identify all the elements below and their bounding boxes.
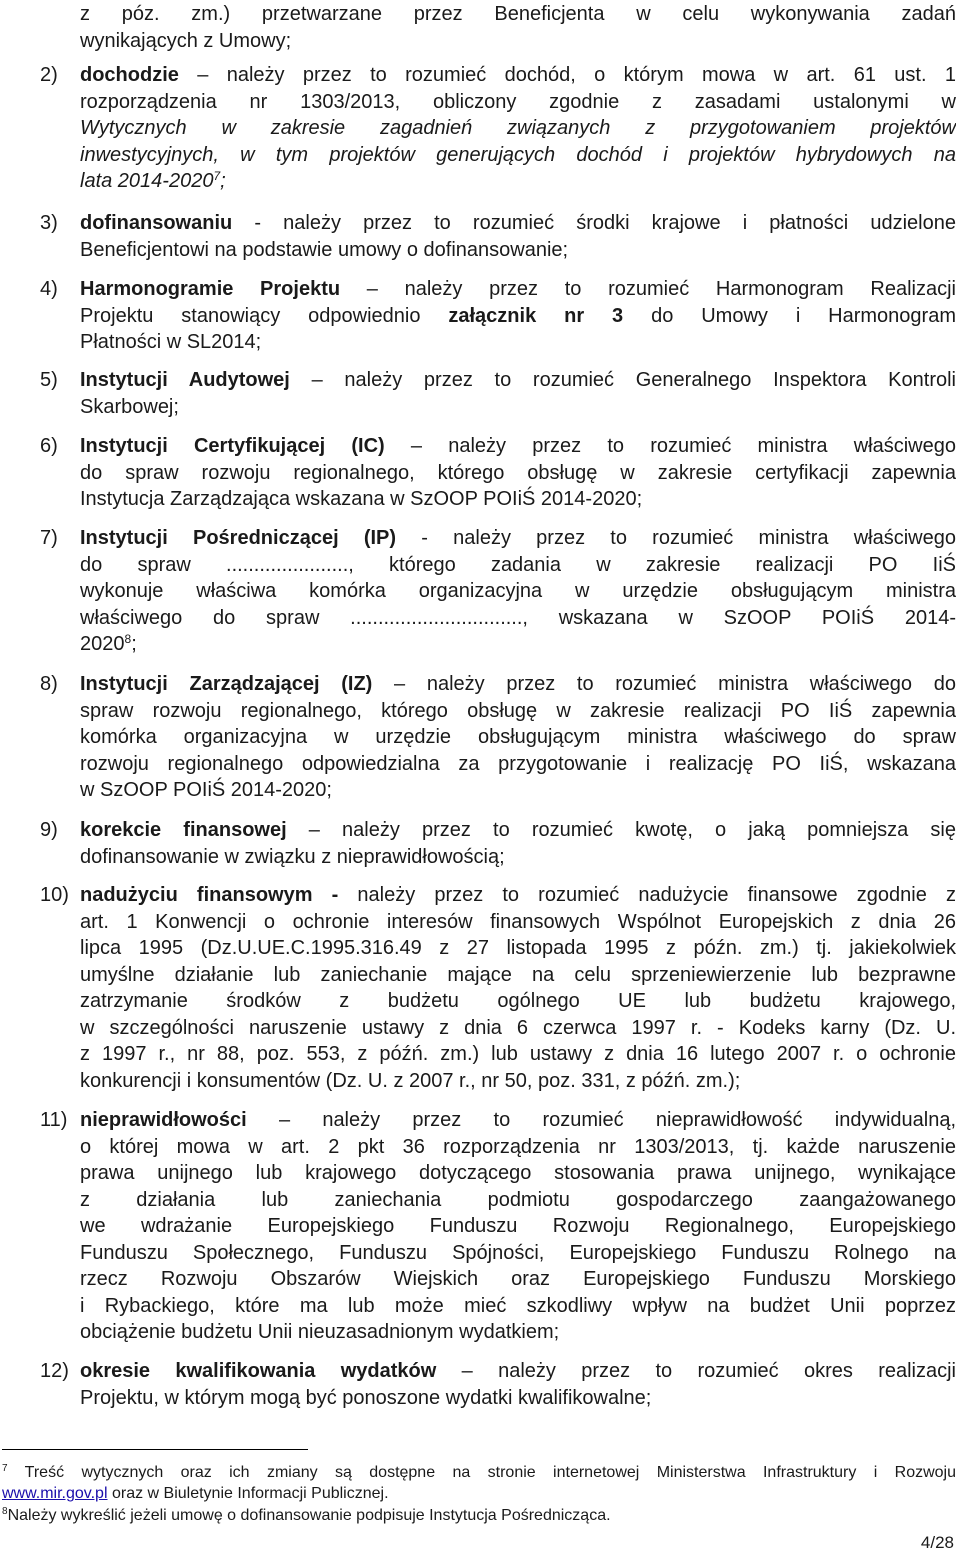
intro-line-1: z póz. zm.) przetwarzane przez Beneficjenta w celu wykonywania zadań xyxy=(80,3,956,25)
item-number: 4) xyxy=(40,278,58,300)
item-term: załącznik nr 3 xyxy=(448,304,624,327)
definition-item-8 xyxy=(40,671,956,804)
item-text: – należy przez to rozumieć Generalnego Inspektora Kontroli xyxy=(289,369,956,391)
item-text: do Umowy i Harmonogram xyxy=(623,304,956,327)
footnote-text: Treść wytycznych oraz ich zmiany są dostępne na stronie internetowej Ministerstwa Infrastruktury i Rozwoju xyxy=(24,1464,956,1481)
footnote-8 xyxy=(2,1505,956,1526)
footnote-ref: 8 xyxy=(124,632,132,646)
item-term: nadużyciu finansowym - xyxy=(80,884,339,906)
definition-item-9 xyxy=(40,817,956,870)
footnote-mark: 7 xyxy=(2,1463,8,1474)
item-text: Projektu, w którym mogą być ponoszone wydatki kwalifikowalne; xyxy=(80,1386,652,1409)
item-text: Płatności w SL2014; xyxy=(80,331,262,353)
item-text: do spraw rozwoju regionalnego, którego obsługę w zakresie certyfikacji zapewnia xyxy=(80,461,956,484)
item-text: ; xyxy=(220,170,226,192)
definition-item-7 xyxy=(40,525,956,658)
item-text: – należy przez to rozumieć dochód, o którym mowa w art. 61 ust. 1 xyxy=(178,64,956,86)
item-number: 10) xyxy=(40,884,69,906)
item-text: rozporządzenia nr 1303/2013, obliczony zgodnie z zasadami ustalonymi w xyxy=(80,90,956,113)
item-term: nieprawidłowości xyxy=(80,1109,247,1131)
item-number: 7) xyxy=(40,527,58,549)
item-text: we wdrażanie Europejskiego Funduszu Rozwoju Regionalnego, Europejskiego xyxy=(80,1215,956,1237)
item-text: – należy przez to rozumieć Harmonogram Realizacji xyxy=(340,278,956,300)
definition-item-2 xyxy=(40,62,956,195)
item-text: inwestycyjnych, w tym projektów generujących dochód i projektów hybrydowych na xyxy=(80,143,956,166)
footnote-ref: 7 xyxy=(213,169,221,183)
item-text: Skarbowej; xyxy=(80,395,179,418)
item-term: korekcie finansowej xyxy=(80,819,287,841)
item-text: Wytycznych w zakresie zagadnień związanych z przygotowaniem projektów xyxy=(80,117,956,139)
item-text: w szczególności naruszenie ustawy z dnia 6 czerwca 1997 r. - Kodeks karny (Dz. U. xyxy=(80,1016,956,1039)
item-number: 12) xyxy=(40,1360,69,1382)
item-number: 2) xyxy=(40,64,58,86)
definition-item-10 xyxy=(40,882,956,1094)
footnote-text: Należy wykreślić jeżeli umowę o dofinansowanie podpisuje Instytucja Pośrednicząca. xyxy=(7,1507,611,1524)
item-text: o której mowa w art. 2 pkt 36 rozporządzenia nr 1303/2013, tj. każde naruszenie xyxy=(80,1135,956,1158)
item-text: dofinansowanie w związku z nieprawidłowością; xyxy=(80,845,505,868)
footnote-text: oraz w Biuletynie Informacji Publicznej. xyxy=(107,1485,389,1502)
item-text: spraw rozwoju regionalnego, którego obsługę w zakresie realizacji PO IiŚ zapewnia xyxy=(80,699,956,722)
definition-item-11 xyxy=(40,1107,956,1346)
item-text: – należy przez to rozumieć okres realizacji xyxy=(436,1360,956,1382)
item-text: – należy przez to rozumieć nieprawidłowość indywidualną, xyxy=(246,1109,956,1131)
item-text: rozwoju regionalnego odpowiedzialna za przygotowanie i realizację PO IiŚ, wskazana xyxy=(80,752,956,775)
item-text: lipca 1995 (Dz.U.UE.C.1995.316.49 z 27 listopada 1995 z późn. zm.) tj. jakiekolwiek xyxy=(80,937,956,959)
footnote-7 xyxy=(2,1462,956,1504)
ministry-website-link[interactable]: www.mir.gov.pl xyxy=(2,1485,108,1502)
item-text: Projektu stanowiący odpowiednio xyxy=(80,304,449,327)
definition-item-6 xyxy=(40,433,956,513)
item-text: w SzOOP POIiŚ 2014-2020; xyxy=(80,779,332,801)
definition-item-3 xyxy=(40,210,956,263)
item-text: konkurencji i konsumentów (Dz. U. z 2007 r., nr 50, poz. 331, z późń. zm.); xyxy=(80,1069,741,1092)
item-number: 11) xyxy=(40,1109,68,1131)
item-text: ; xyxy=(131,633,137,655)
item-term: Instytucji Audytowej xyxy=(80,369,290,391)
item-text: - należy przez to rozumieć ministra właściwego xyxy=(396,527,956,549)
item-text: do spraw ......................, którego zadania w zakresie realizacji PO IiŚ xyxy=(80,553,956,576)
item-text: – należy przez to rozumieć kwotę, o jaką pomniejsza się xyxy=(286,819,956,841)
item-term: okresie kwalifikowania wydatków xyxy=(80,1360,437,1382)
item-term: dochodzie xyxy=(80,64,179,86)
item-text: Funduszu Społecznego, Funduszu Spójności, Europejskiego Funduszu Rolnego na xyxy=(80,1241,956,1264)
item-text: lata 2014-2020 xyxy=(80,170,214,192)
item-text: umyślne działanie lub zaniechanie mające na celu sprzeniewierzenie lub bezprawne xyxy=(80,963,956,986)
item-text: z 1997 r., nr 88, poz. 553, z późń. zm.) lub ustawy z dnia 16 lutego 2007 r. o ochronie xyxy=(80,1043,956,1065)
item-text: Instytucja Zarządzająca wskazana w SzOOP POIiŚ 2014-2020; xyxy=(80,488,643,510)
item-text: należy przez to rozumieć nadużycie finansowe zgodnie z xyxy=(338,884,956,906)
definition-item-5 xyxy=(40,367,956,420)
item-text: właściwego do spraw ..............................., wskazana w SzOOP POIiŚ 2014- xyxy=(80,606,956,629)
item-term: Instytucji Zarządzającej (IZ) xyxy=(80,673,373,695)
item-term: Instytucji Certyfikującej (IC) xyxy=(80,435,385,457)
item-text: – należy przez to rozumieć ministra właściwego do xyxy=(372,673,956,695)
item-number: 6) xyxy=(40,435,58,457)
item-text: Beneficjentowi na podstawie umowy o dofinansowanie; xyxy=(80,238,569,261)
item-text: obciążenie budżetu Unii nieuzasadnionym wydatkiem; xyxy=(80,1321,560,1343)
item-number: 8) xyxy=(40,673,58,695)
intro-line-2: wynikających z Umowy; xyxy=(80,29,292,52)
item-number: 3) xyxy=(40,212,58,234)
definition-item-12 xyxy=(40,1358,956,1411)
item-number: 9) xyxy=(40,819,58,841)
item-text: - należy przez to rozumieć środki krajowe i płatności udzielone xyxy=(232,212,956,234)
item-text: komórka organizacyjna w urzędzie obsługującym ministra właściwego do spraw xyxy=(80,726,956,748)
item-number: 5) xyxy=(40,369,58,391)
item-text: – należy przez to rozumieć ministra właściwego xyxy=(384,435,956,457)
page-number: 4/28 xyxy=(920,1533,954,1552)
item-text: art. 1 Konwencji o ochronie interesów finansowych Wspólnot Europejskich z dnia 26 xyxy=(80,910,956,933)
item-text: i Rybackiego, które ma lub może mieć szkodliwy wpływ na budżet Unii poprzez xyxy=(80,1294,956,1317)
definition-item-4 xyxy=(40,276,956,356)
item-term: Instytucji Pośredniczącej (IP) xyxy=(80,527,397,549)
item-text: wykonuje właściwa komórka organizacyjna w urzędzie obsługującym ministra xyxy=(80,580,956,602)
item-text: 2020 xyxy=(80,633,125,655)
item-term: Harmonogramie Projektu xyxy=(80,278,341,300)
item-text: z działania lub zaniechania podmiotu gospodarczego zaangażowanego xyxy=(80,1188,956,1211)
item-term: dofinansowaniu xyxy=(80,212,233,234)
intro-continuation xyxy=(40,1,956,54)
item-text: rzecz Rozwoju Obszarów Wiejskich oraz Europejskiego Funduszu Morskiego xyxy=(80,1268,956,1290)
item-text: zatrzymanie środków z budżetu ogólnego UE lub budżetu krajowego, xyxy=(80,990,956,1012)
item-text: prawa unijnego lub krajowego dotyczącego stosowania prawa unijnego, wynikające xyxy=(80,1162,956,1184)
footnote-mark: 8 xyxy=(2,1506,8,1517)
footnote-separator xyxy=(2,1449,308,1450)
